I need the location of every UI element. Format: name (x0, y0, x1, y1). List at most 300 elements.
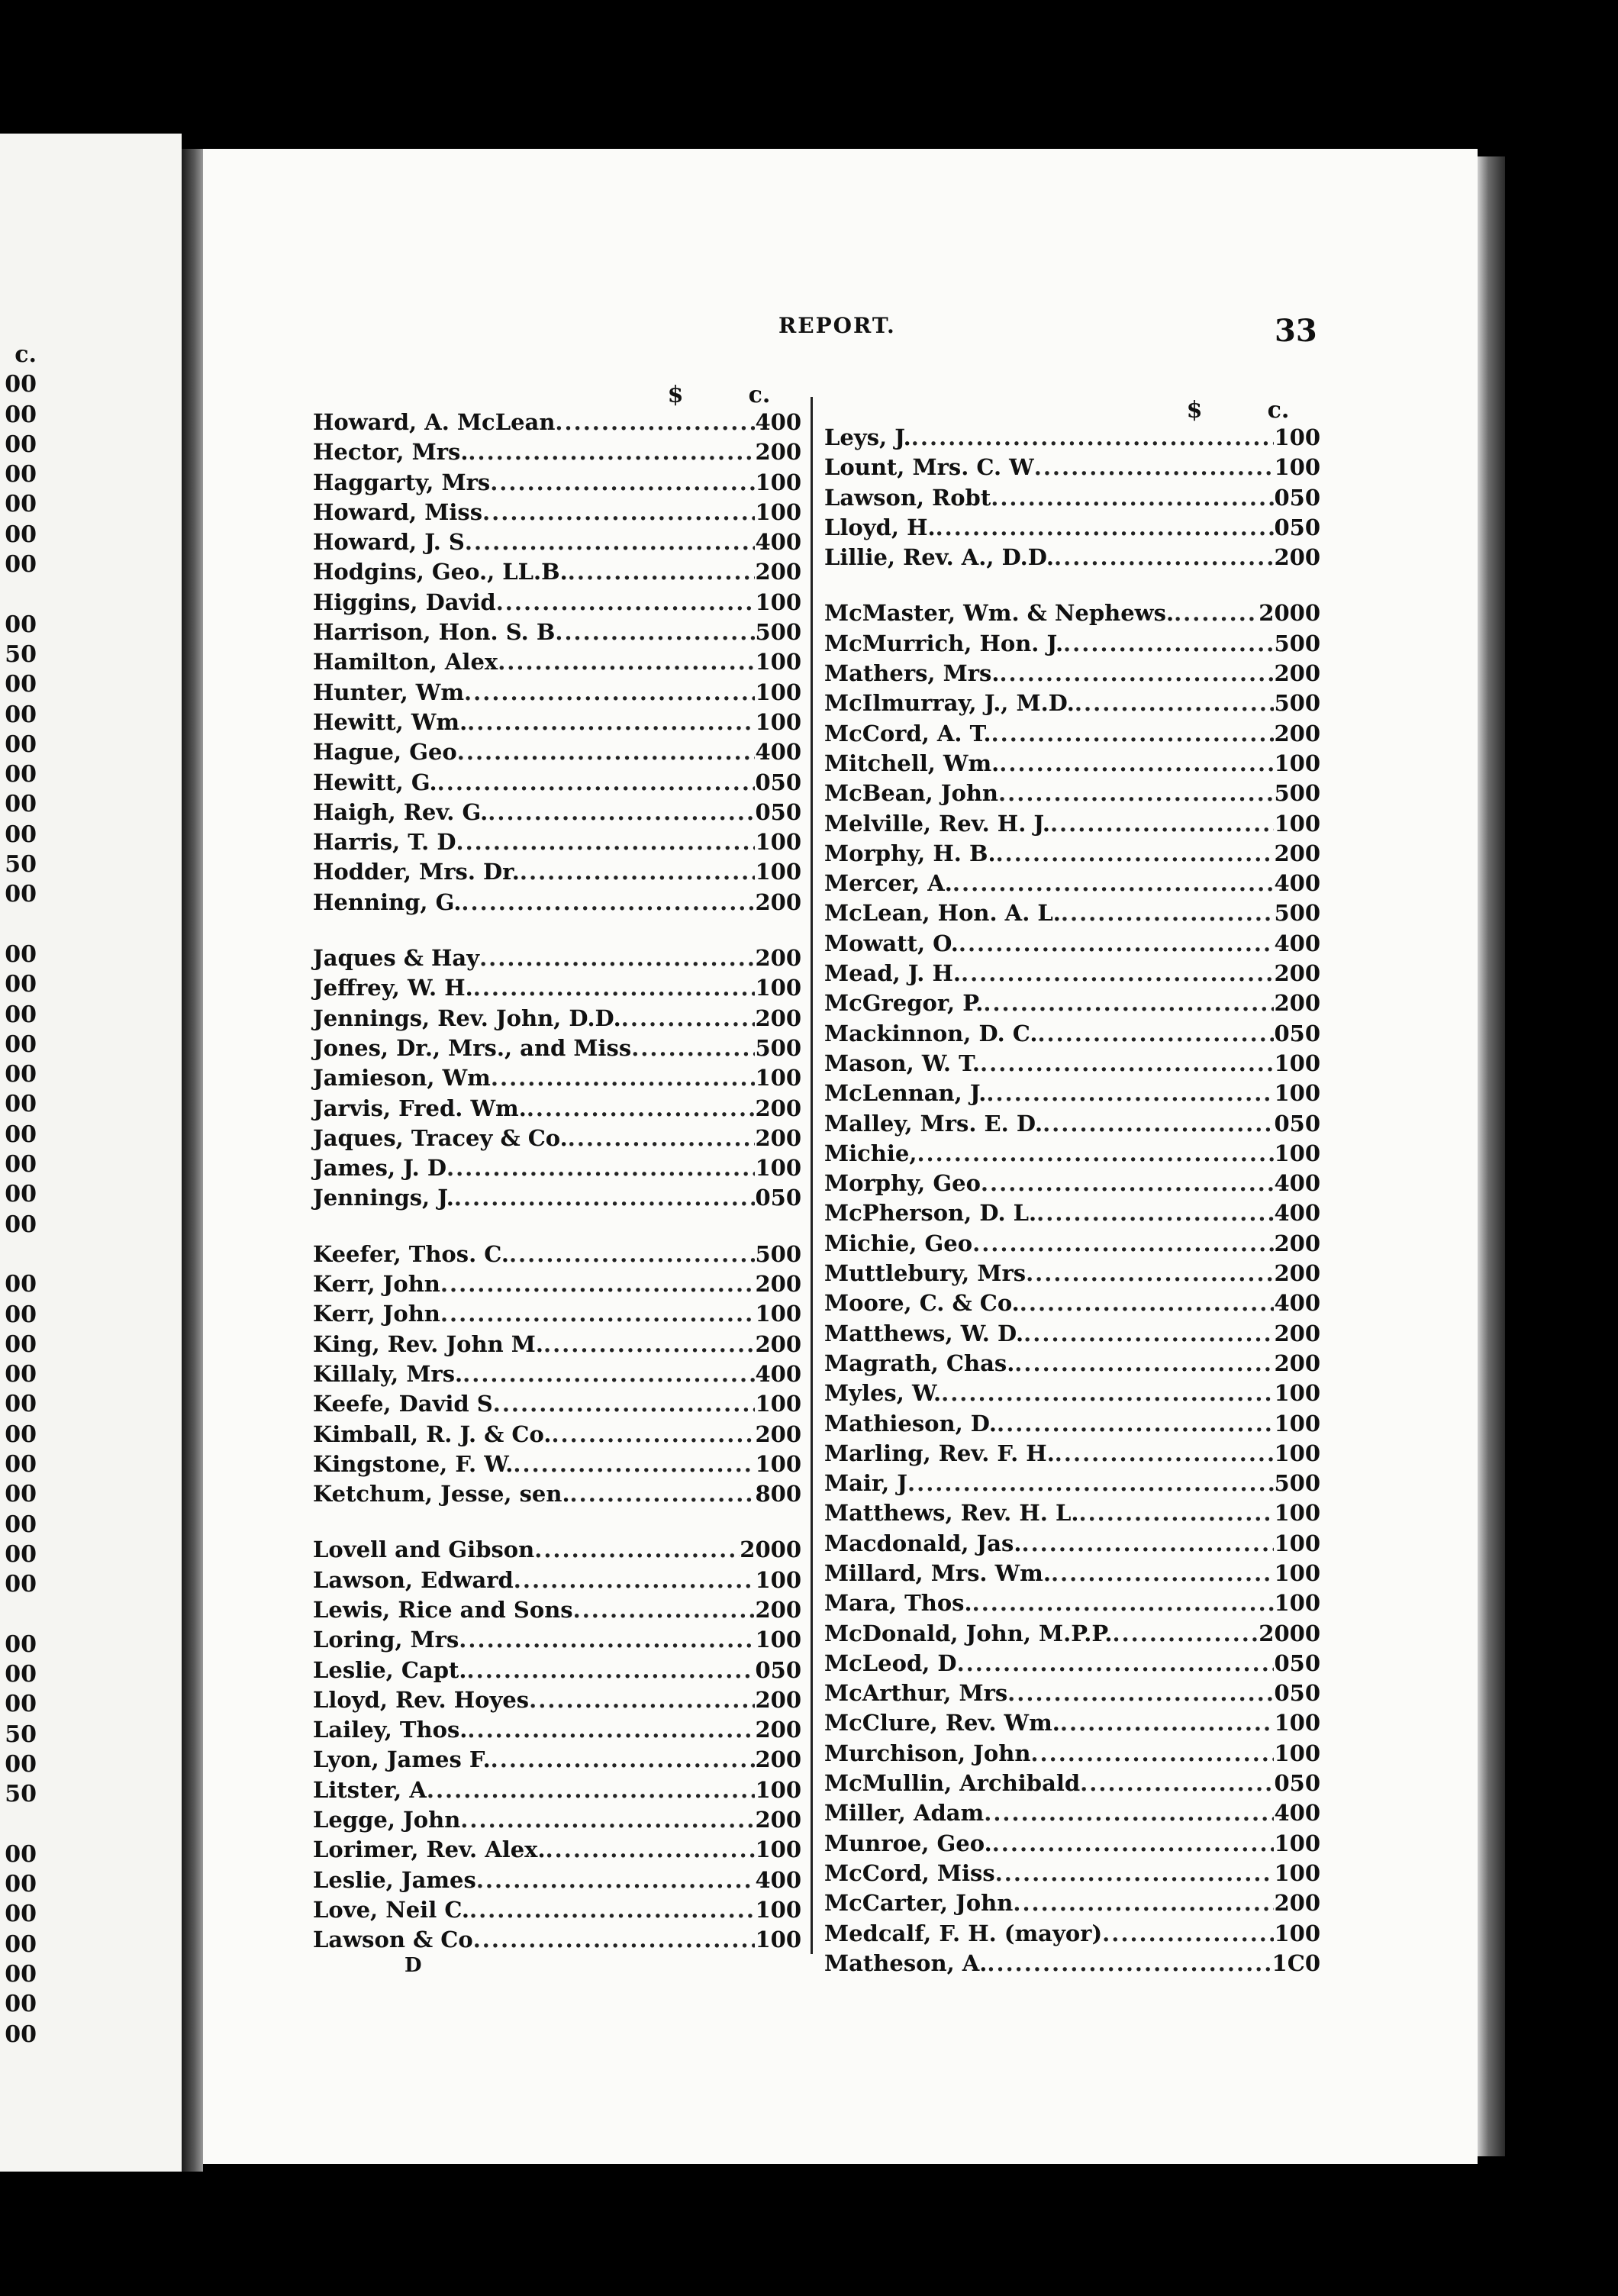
subscriber-name: McCarter, John (824, 1890, 1014, 1917)
amount-dollars: 2 (1274, 840, 1290, 866)
leader-dots (917, 1139, 1274, 1169)
amount-dollars: 2 (1274, 720, 1290, 747)
leader-dots (440, 1299, 756, 1329)
facing-page-amount: 00 (5, 1991, 37, 2018)
amount-dollars: 1 (1274, 1830, 1290, 1856)
leader-dots (980, 1049, 1274, 1079)
facing-page-amount: 00 (5, 1211, 37, 1238)
leader-dots (555, 618, 755, 647)
facing-page-amount: 00 (5, 461, 37, 489)
facing-page-amount: 00 (5, 1630, 37, 1658)
subscriber-entry (824, 598, 1320, 628)
amount-dollars: 1 (755, 1776, 771, 1803)
amount-dollars: 2 (755, 559, 771, 585)
subscriber-entry (313, 1656, 801, 1685)
subscriber-name: Jamieson, Wm (313, 1065, 491, 1092)
subscriber-name: Hodgins, Geo., LL.B. (313, 559, 568, 585)
subscriber-name: McLeod, D (824, 1649, 957, 1676)
leader-dots (997, 1409, 1274, 1439)
subscriber-entry (824, 809, 1320, 839)
amount-cents: 00 (1289, 1230, 1320, 1256)
subscriber-entry (824, 869, 1320, 898)
subscriber-entry (824, 1798, 1320, 1828)
subscriber-name: Keefer, Thos. C. (313, 1240, 509, 1267)
amount-dollars: 0 (755, 1185, 771, 1211)
subscriber-entry (313, 437, 801, 467)
amount-cents: 00 (770, 1717, 801, 1743)
amount-dollars: 0 (755, 798, 771, 825)
amount-dollars: 1 (1274, 1530, 1290, 1556)
leader-dots (529, 1685, 755, 1715)
subscriber-name: McArthur, Mrs (824, 1680, 1008, 1707)
subscriber-entry (313, 468, 801, 498)
subscriber-entry (313, 647, 801, 677)
amount-cents: 00 (1289, 1710, 1320, 1737)
amount-cents: 00 (1289, 1559, 1320, 1586)
amount-dollars: 5 (755, 619, 771, 646)
leader-dots (959, 929, 1275, 959)
amount-cents: 50 (1289, 1649, 1320, 1676)
leader-dots (490, 468, 755, 498)
subscriber-entry (824, 1229, 1320, 1259)
amount-cents: 00 (1289, 1290, 1320, 1317)
subscriber-group (824, 598, 1320, 1978)
leader-dots (491, 1063, 756, 1093)
facing-page-amount: 00 (5, 940, 37, 968)
leader-dots (907, 1469, 1274, 1498)
amount-cents: 00 (1289, 1590, 1320, 1617)
subscriber-entry (824, 1498, 1320, 1528)
subscriber-entry (824, 1409, 1320, 1439)
facing-page-amount: 00 (5, 1391, 37, 1418)
subscriber-entry (313, 1094, 801, 1124)
subscriber-entry (824, 1439, 1320, 1469)
subscriber-name: Mair, J (824, 1470, 907, 1497)
subscriber-entry (313, 1269, 801, 1299)
amount-header (824, 397, 1320, 423)
amount-cents: 00 (770, 1271, 801, 1298)
leader-dots (991, 719, 1275, 749)
leader-dots (1102, 1919, 1274, 1949)
facing-page-amount: 00 (5, 1481, 37, 1508)
amount-cents: 50 (770, 798, 801, 825)
subscriber-name: Hague, Geo (313, 739, 457, 766)
facing-page-amount: 00 (5, 1030, 37, 1058)
subscriber-name: Millard, Mrs. Wm. (824, 1559, 1051, 1586)
subscriber-group (824, 423, 1320, 572)
amount-cents: 00 (770, 1420, 801, 1447)
amount-cents: 00 (1289, 600, 1320, 627)
amount-dollars: 1 (755, 1627, 771, 1653)
amount-cents: 00 (770, 1836, 801, 1863)
amount-cents: 00 (1289, 840, 1320, 866)
facing-page-amount: 00 (5, 761, 37, 788)
subscriber-entry (824, 1739, 1320, 1769)
leader-dots (459, 1625, 755, 1655)
amount-dollars: 1 (1274, 1380, 1290, 1407)
subscriber-name: Lawson, Edward (313, 1566, 514, 1593)
subscriber-name: Lloyd, Rev. Hoyes (313, 1686, 530, 1713)
facing-page-amount: 00 (5, 1961, 37, 1988)
amount-dollars: 4 (755, 529, 771, 556)
leader-dots (991, 483, 1274, 513)
subscriber-name: Lillie, Rev. A., D.D. (824, 544, 1054, 571)
amount-cents: 00 (770, 439, 801, 466)
facing-page-amount: 50 (5, 1781, 37, 1808)
amount-dollars: 4 (755, 1866, 771, 1893)
subscriber-name: McCord, A. T. (824, 720, 991, 747)
amount-dollars: 20 (1259, 600, 1290, 627)
amount-dollars: 1 (1274, 1140, 1290, 1166)
subscriber-name: Jennings, Rev. John, D.D. (313, 1004, 621, 1031)
amount-cents: 00 (770, 1686, 801, 1713)
amount-cents: 00 (770, 1927, 801, 1953)
amount-cents: 00 (770, 1566, 801, 1593)
leader-dots (493, 1389, 756, 1419)
subscriber-entry (313, 678, 801, 708)
amount-cents: 00 (1289, 1620, 1320, 1646)
leader-dots (941, 1379, 1274, 1408)
amount-cents: 00 (770, 619, 801, 646)
amount-dollars: 4 (1274, 1800, 1290, 1827)
leader-dots (543, 1330, 755, 1359)
leader-dots (570, 1479, 756, 1509)
amount-cents: 00 (1289, 1380, 1320, 1407)
amount-dollars: 1 (1272, 1949, 1288, 1976)
amount-cents: 00 (1289, 1500, 1320, 1527)
subscriber-entry (824, 1678, 1320, 1708)
amount-dollars: 2 (1274, 1350, 1290, 1376)
leader-dots (952, 869, 1275, 898)
subscriber-name: Mowatt, O. (824, 930, 959, 956)
subscriber-entry (313, 1330, 801, 1359)
amount-cents: 00 (1289, 690, 1320, 717)
subscriber-name: McGregor, P. (824, 990, 984, 1017)
subscriber-entry (824, 988, 1320, 1018)
amount-cents: 50 (770, 1656, 801, 1683)
leader-dots (1080, 1769, 1274, 1798)
facing-page-amount: 00 (5, 1901, 37, 1928)
amount-dollars: 2 (755, 1271, 771, 1298)
facing-page-amount: 00 (5, 611, 37, 638)
subscriber-name: Howard, J. S (313, 529, 465, 556)
amount-cents: 00 (1289, 1350, 1320, 1376)
facing-page-amount: 50 (5, 640, 37, 668)
cents-header: c. (1267, 397, 1290, 424)
amount-dollars: 1 (1274, 750, 1290, 776)
leader-dots (496, 588, 756, 618)
subscriber-name: Lyon, James F. (313, 1746, 491, 1773)
amount-cents: 00 (770, 829, 801, 856)
amount-cents: 00 (1289, 454, 1320, 481)
subscriber-entry (824, 688, 1320, 718)
subscriber-entry (824, 1649, 1320, 1678)
amount-cents: 00 (770, 1866, 801, 1893)
subscriber-name: Matheson, A. (824, 1949, 988, 1976)
subscriber-name: Harrison, Hon. S. B (313, 619, 556, 646)
amount-cents: 00 (770, 1360, 801, 1387)
subscriber-entry (824, 483, 1320, 513)
subscriber-name: Morphy, H. B. (824, 840, 996, 866)
subscriber-entry (824, 1169, 1320, 1198)
amount-dollars: 1 (1274, 1500, 1290, 1527)
subscriber-entry (313, 708, 801, 737)
leader-dots (437, 768, 756, 798)
amount-cents: 00 (1289, 1200, 1320, 1227)
facing-page-amount: 00 (5, 1661, 37, 1688)
subscriber-entry (824, 1949, 1320, 1978)
subscriber-name: Macdonald, Jas. (824, 1530, 1022, 1556)
leader-dots (468, 437, 755, 467)
amount-dollars: 2 (755, 1717, 771, 1743)
amount-dollars: 4 (755, 1360, 771, 1387)
facing-page-amount: 00 (5, 1750, 37, 1778)
amount-dollars: 1 (755, 498, 771, 525)
subscriber-entry (824, 1198, 1320, 1228)
subscriber-entry (824, 1049, 1320, 1079)
facing-page-amount: 00 (5, 1061, 37, 1088)
amount-dollars: 2 (1274, 1320, 1290, 1346)
amount-cents: 00 (1289, 810, 1320, 837)
facing-page-amount: 00 (5, 701, 37, 728)
leader-dots (469, 1895, 755, 1925)
subscriber-name: Hamilton, Alex (313, 649, 498, 676)
facing-page-amount: 00 (5, 2020, 37, 2048)
amount-dollars: 4 (1274, 870, 1290, 897)
subscriber-name: Melville, Rev. H. J. (824, 810, 1050, 837)
amount-dollars: 5 (755, 1034, 771, 1061)
amount-cents: 00 (1289, 1440, 1320, 1466)
book-gutter (182, 149, 203, 2172)
leader-dots (479, 943, 755, 973)
amount-dollars: 4 (1274, 1200, 1290, 1227)
amount-cents: 00 (1289, 424, 1320, 450)
subscriber-entry (313, 888, 801, 917)
subscriber-name: Jones, Dr., Mrs., and Miss (313, 1034, 632, 1061)
amount-dollars: 2 (1274, 660, 1290, 687)
subscriber-entry (313, 1240, 801, 1269)
subscriber-name: McPherson, D. L. (824, 1200, 1037, 1227)
amount-dollars: 4 (1274, 930, 1290, 956)
subscriber-entry (313, 768, 801, 798)
amount-dollars: 2 (755, 1124, 771, 1151)
facing-page-amount (0, 1810, 46, 1840)
subscriber-entry (313, 1805, 801, 1835)
amount-cents: 00 (1289, 1320, 1320, 1346)
amount-dollars: 20 (1259, 1620, 1290, 1646)
facing-page-amount: 00 (5, 1361, 37, 1388)
amount-cents: 00 (1289, 1050, 1320, 1076)
amount-cents: 00 (770, 708, 801, 735)
amount-dollars: 1 (1274, 1050, 1290, 1076)
subscriber-name: Keefe, David S (313, 1391, 493, 1417)
facing-page-amount: 00 (5, 730, 37, 758)
amount-dollars: 1 (755, 469, 771, 495)
leader-dots (467, 708, 755, 737)
subscriber-name: James, J. D (313, 1155, 446, 1182)
facing-page-amount: 00 (5, 1001, 37, 1028)
subscriber-name: Marling, Rev. F. H. (824, 1440, 1055, 1466)
amount-dollars: 2 (1274, 1260, 1290, 1287)
leader-dots (1026, 1259, 1274, 1288)
subscriber-name: McMurrich, Hon. J. (824, 630, 1064, 656)
subscriber-name: Howard, Miss (313, 498, 483, 525)
amount-dollars: 0 (1274, 1680, 1290, 1707)
subscriber-name: Murchison, John (824, 1740, 1031, 1766)
amount-dollars: 2 (755, 945, 771, 972)
leader-dots (981, 1169, 1275, 1198)
subscriber-name: Lailey, Thos. (313, 1717, 468, 1743)
subscriber-entry (313, 1566, 801, 1595)
leader-dots (520, 857, 756, 887)
leader-dots (1050, 809, 1275, 839)
leader-dots (551, 1420, 755, 1450)
amount-cents: 00 (1289, 1920, 1320, 1946)
facing-page-amount: 00 (5, 1571, 37, 1598)
subscriber-entry (313, 1124, 801, 1153)
subscriber-name: Michie, (824, 1140, 917, 1166)
leader-dots (568, 1124, 756, 1153)
subscriber-entry (824, 1559, 1320, 1588)
facing-page-amount: 00 (5, 1420, 37, 1448)
leader-dots (461, 888, 755, 917)
leader-dots (1023, 1319, 1274, 1349)
leader-dots (1063, 629, 1274, 659)
leader-dots (498, 647, 755, 677)
amount-cents: 50 (1289, 514, 1320, 540)
amount-cents: 50 (770, 769, 801, 795)
subscriber-name: Medcalf, F. H. (mayor) (824, 1920, 1103, 1946)
amount-dollars: 4 (755, 409, 771, 435)
facing-page-amount: 50 (5, 1720, 37, 1748)
leader-dots (1036, 1198, 1274, 1228)
leader-dots (1055, 1439, 1275, 1469)
amount-dollars: 0 (755, 769, 771, 795)
amount-cents: 00 (770, 1330, 801, 1357)
facing-page-amount: 00 (5, 371, 37, 398)
amount-cents: 00 (1289, 1140, 1320, 1166)
amount-cents: 00 (1289, 1470, 1320, 1497)
amount-cents: 00 (1289, 870, 1320, 897)
subscriber-group (313, 943, 801, 1214)
leader-dots (987, 1949, 1272, 1978)
amount-cents: 00 (1289, 1170, 1320, 1197)
facing-page-amounts (0, 340, 46, 2049)
subscriber-entry (313, 973, 801, 1003)
subscriber-name: Mara, Thos. (824, 1590, 972, 1617)
amount-dollars: 2 (1274, 960, 1290, 987)
amount-cents: 50 (1289, 1110, 1320, 1137)
leader-dots (1020, 1288, 1275, 1318)
leader-dots (465, 527, 756, 557)
subscriber-entry (313, 798, 801, 827)
subscriber-entry (313, 1775, 801, 1805)
subscriber-name: Lewis, Rice and Sons (313, 1596, 573, 1623)
subscriber-entry (313, 1866, 801, 1895)
amount-cents: 00 (1289, 900, 1320, 927)
facing-page-amount: 00 (5, 551, 37, 579)
subscriber-entry (824, 959, 1320, 988)
subscriber-entry (824, 1019, 1320, 1049)
subscriber-entry (313, 1625, 801, 1655)
subscriber-name: Myles, W. (824, 1380, 942, 1407)
amount-dollars: 1 (755, 1065, 771, 1092)
subscriber-name: Jarvis, Fred. Wm. (313, 1095, 527, 1121)
subscriber-name: Lovell and Gibson (313, 1537, 535, 1563)
amount-dollars: 2 (1274, 1890, 1290, 1917)
amount-cents: 00 (770, 679, 801, 705)
subscriber-entry (313, 1183, 801, 1213)
facing-page-amount: 00 (5, 1301, 37, 1328)
subscriber-entry (313, 1359, 801, 1389)
subscriber-entry (824, 1588, 1320, 1618)
amount-dollars: 2 (755, 1095, 771, 1121)
leader-dots (527, 1094, 756, 1124)
amount-dollars: 1 (755, 1301, 771, 1327)
facing-page-amount: 00 (5, 671, 37, 698)
subscriber-entry (824, 1919, 1320, 1949)
amount-dollars: 0 (1274, 514, 1290, 540)
subscriber-entry (824, 779, 1320, 808)
subscriber-entry (313, 1004, 801, 1034)
left-subscriber-column (313, 382, 801, 1982)
subscriber-entry (313, 1925, 801, 1955)
amount-dollars: 1 (755, 1927, 771, 1953)
subscriber-name: Mathers, Mrs. (824, 660, 1000, 687)
subscriber-entry (313, 1685, 801, 1715)
subscriber-name: Jaques & Hay (313, 945, 480, 972)
subscriber-entry (313, 1535, 801, 1565)
amount-cents: 00 (770, 1240, 801, 1267)
subscriber-name: Lloyd, H. (824, 514, 936, 540)
facing-page-amount: 00 (5, 791, 37, 818)
amount-cents: 00 (770, 559, 801, 585)
subscriber-name: King, Rev. John M. (313, 1330, 543, 1357)
amount-dollars: 1 (755, 1155, 771, 1182)
amount-cents: 00 (770, 409, 801, 435)
subscriber-name: Hewitt, Wm. (313, 708, 468, 735)
amount-dollars: 5 (1274, 690, 1290, 717)
leader-dots (999, 749, 1274, 779)
subscriber-name: Higgins, David (313, 589, 496, 615)
amount-dollars: 1 (1274, 1920, 1290, 1946)
amount-cents: 00 (770, 1065, 801, 1092)
subscriber-entry (313, 1153, 801, 1183)
amount-dollars: 1 (1274, 1440, 1290, 1466)
amount-cents: 00 (770, 1481, 801, 1508)
subscriber-name: McLean, Hon. A. L. (824, 900, 1061, 927)
leader-dots (476, 1866, 756, 1895)
subscriber-name: Mackinnon, D. C. (824, 1020, 1038, 1046)
leader-dots (467, 1715, 755, 1745)
leader-dots (1037, 1019, 1274, 1049)
subscriber-entry (824, 543, 1320, 572)
amount-cents: 00 (770, 1896, 801, 1923)
amount-cents: 00 (1289, 544, 1320, 571)
subscriber-name: Litster, A (313, 1776, 427, 1803)
amount-dollars: 1 (755, 1450, 771, 1477)
amount-cents: 00 (1289, 1410, 1320, 1437)
subscriber-entry (824, 1109, 1320, 1139)
subscriber-name: Kerr, John (313, 1271, 440, 1298)
subscriber-entry (313, 588, 801, 618)
leader-dots (555, 408, 755, 437)
leader-dots (1061, 898, 1275, 928)
amount-cents: 00 (770, 1004, 801, 1031)
subscriber-name: Hector, Mrs. (313, 439, 469, 466)
facing-page-amount: c. (15, 341, 37, 368)
subscriber-entry (824, 659, 1320, 688)
